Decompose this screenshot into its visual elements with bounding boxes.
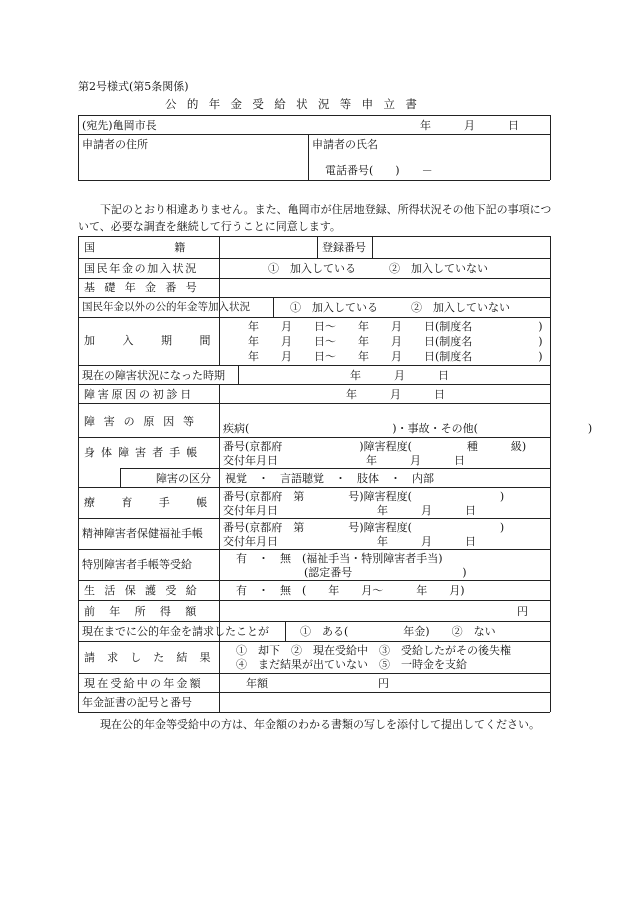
current-pension-amount: 年額 円	[246, 677, 389, 690]
current-pension-label: 現在受給中の年金額	[84, 677, 203, 690]
livelihood-options: 有 ・ 無 ( 年 月～ 年 月)	[236, 584, 465, 597]
mental-handbook-issue-date: 交付年月日 年 月 日	[223, 535, 476, 548]
phone-label: 電話番号( ) －	[325, 164, 433, 177]
enrollment-period-line: 年 月 日～ 年 月 日(制度名 )	[248, 350, 543, 363]
claim-result-options-2: ④ まだ結果が出ていない ⑤ 一時金を支給	[236, 658, 467, 671]
special-allowance-options: 有 ・ 無 (福祉手当・特別障害者手当)	[236, 552, 443, 565]
addressee: (宛先)亀岡市長	[82, 119, 157, 132]
mental-handbook-label: 精神障害者保健福祉手帳	[82, 527, 203, 540]
rehab-handbook-number: 番号(京都府 第 号)障害程度( )	[223, 490, 505, 503]
cause-label: 障害の原因等	[84, 415, 203, 428]
claimed-options: ① ある( 年金) ② ない	[300, 625, 496, 638]
rehab-handbook-label: 療育手帳	[84, 496, 234, 509]
disability-category-options: 視覚 ・ 言語聴覚 ・ 肢体 ・ 内部	[225, 472, 434, 485]
footer-note: 現在公的年金等受給中の方は、年金額のわかる書類の写しを添付して提出してください。	[100, 718, 540, 731]
physical-handbook-issue-date: 交付年月日 年 月 日	[223, 454, 465, 467]
livelihood-label: 生活保護受給	[84, 584, 207, 597]
name-label: 申請者の氏名	[312, 138, 378, 151]
claim-result-options-1: ① 却下 ② 現在受給中 ③ 受給したがその後失権	[236, 644, 511, 657]
disability-category-label: 障害の区分	[156, 472, 211, 485]
enrollment-period-label: 加入期間	[84, 334, 238, 347]
other-pension-label: 国民年金以外の公的年金等加入状況	[82, 301, 250, 313]
physical-handbook-number: 番号(京都府 )障害程度( 種 級)	[223, 440, 527, 453]
other-pension-options: ① 加入している ② 加入していない	[290, 301, 510, 314]
first-visit-date: 年 月 日	[346, 388, 445, 401]
prev-income-unit: 円	[517, 605, 528, 618]
claimed-label: 現在までに公的年金を請求したことが	[82, 625, 269, 638]
header-date: 年 月 日	[420, 119, 519, 132]
national-pension-options: ① 加入している ② 加入していない	[268, 262, 488, 275]
enrollment-period-line: 年 月 日～ 年 月 日(制度名 )	[248, 320, 543, 333]
basic-pension-number-label: 基礎年金番号	[84, 281, 207, 294]
special-allowance-cert-number: (認定番号 )	[304, 566, 467, 579]
rehab-handbook-issue-date: 交付年月日 年 月 日	[223, 504, 476, 517]
registration-number-label: 登録番号	[322, 241, 366, 254]
prev-income-label: 前年所得額	[84, 605, 211, 618]
enrollment-period-line: 年 月 日～ 年 月 日(制度名 )	[248, 335, 543, 348]
intro-paragraph: 下記のとおり相違ありません。また、亀岡市が住居地登録、所得状況その他下記の事項について、必要な調査を継続して行うことに同意します。	[78, 203, 552, 233]
cause-options: 疾病( )・事故・その他( )	[223, 422, 593, 435]
form-number: 第2号様式(第5条関係)	[78, 80, 189, 93]
first-visit-label: 障害原因の初診日	[84, 388, 194, 401]
disability-start-label: 現在の障害状況になった時期	[82, 369, 225, 382]
nationality-label: 国籍	[84, 241, 265, 254]
pension-cert-number-label: 年金証書の記号と番号	[82, 696, 192, 709]
address-label: 申請者の住所	[82, 138, 148, 151]
disability-start-date: 年 月 日	[350, 369, 449, 382]
form-title: 公的年金受給状況等申立書	[165, 97, 428, 111]
national-pension-label: 国民年金の加入状況	[84, 262, 198, 275]
claim-result-label: 請求した結果	[84, 651, 223, 664]
mental-handbook-number: 番号(京都府 第 号)障害程度( )	[223, 521, 505, 534]
physical-handbook-label: 身体障害者手帳	[84, 446, 204, 459]
special-allowance-label: 特別障害者手帳等受給	[82, 558, 192, 571]
